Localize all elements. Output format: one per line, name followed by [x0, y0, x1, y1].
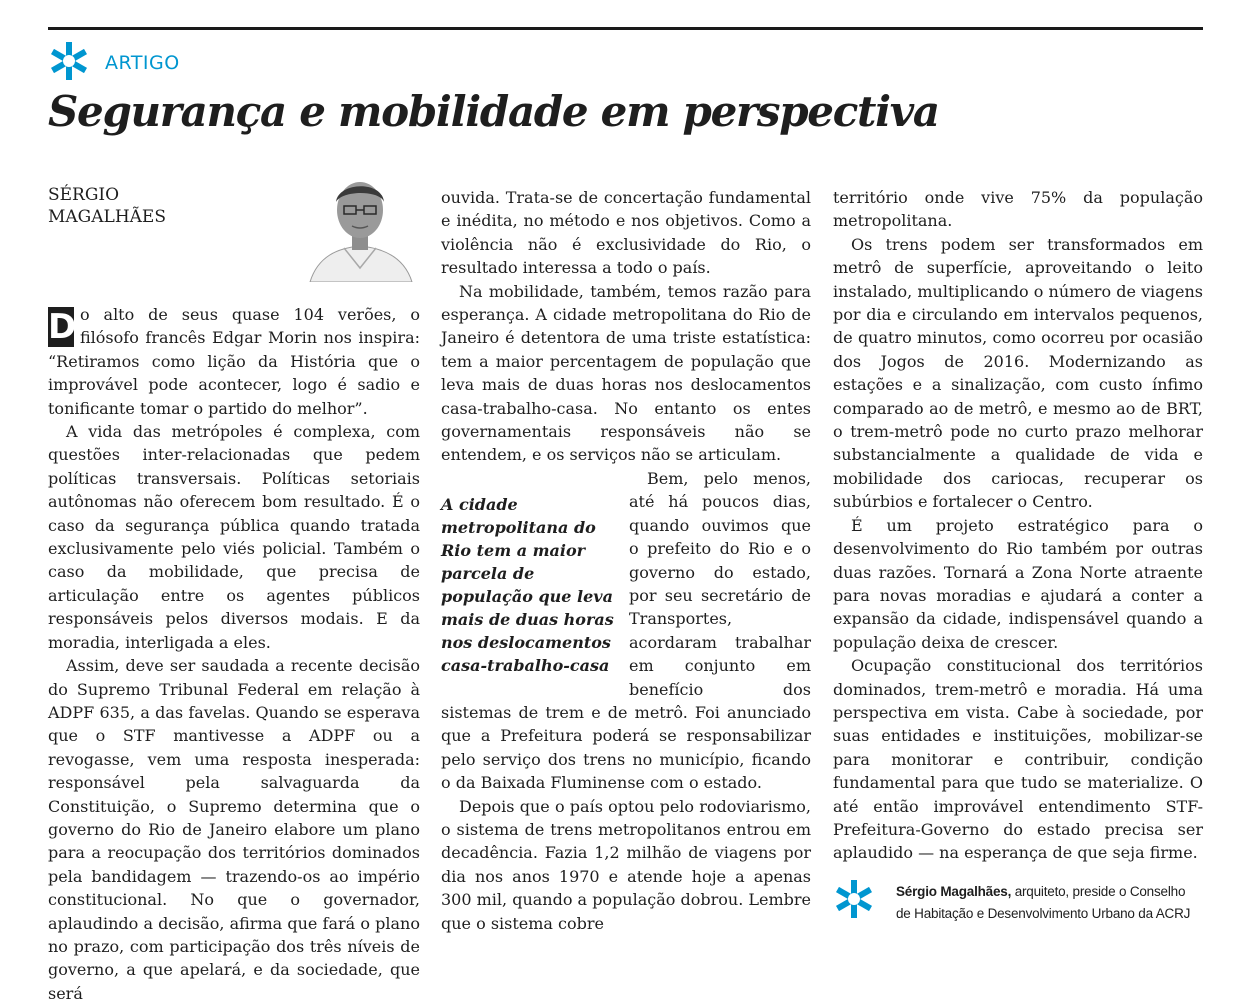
article-paragraph: D o alto de seus quase 104 verões, o filósofo francês Edgar Morin nos inspira: “Retiramos como lição da História que o improvável pode acontecer, logo é sadio e tonificante tomar o partido do melhor”.	[48, 305, 420, 418]
bio-author-name: Sérgio Magalhães,	[896, 884, 1012, 899]
author-photo	[300, 172, 422, 282]
article-paragraph: É um projeto estratégico para o desenvolvimento do Rio também por outras duas razões. Tornará a Zona Norte atraente para novas moradias e ajudará a conter a expansão da cidade, indispensável quando a população deixa de crescer.	[833, 515, 1203, 652]
author-last-name: MAGALHÃES	[48, 207, 166, 227]
byline	[48, 184, 168, 228]
article-column-2	[441, 186, 811, 935]
article-paragraph: A vida das metrópoles é complexa, com questões inter-relacionadas que pedem políticas transversais. Políticas setoriais autônomas não oferecem bom resultado. É o caso da segurança pública quando tratada exclusivamente pelo viés policial. Também o caso da mobilidade, que precisa de articulação entre os agentes públicos responsáveis pelos diversos modais. E da moradia, interligada a eles.	[48, 422, 420, 652]
top-rule	[48, 27, 1203, 30]
article-column-3	[833, 186, 1203, 865]
pull-quote: A cidade metropolitana do Rio tem a maior parcela de população que leva mais de duas horas nos deslocamentos casa-trabalho-casa	[441, 494, 614, 675]
asterisk-icon	[48, 40, 90, 82]
article-paragraph: Depois que o país optou pelo rodoviarismo, o sistema de trens metropolitanos entrou em decadência. Fazia 1,2 milhão de viagens por dia nos anos 1970 e atende hoje a apenas 300 mil, quando a população dobrou. Lembre que o sistema cobre	[441, 796, 811, 933]
drop-cap: D	[48, 307, 77, 347]
section-label: ARTIGO	[105, 52, 180, 74]
author-first-name: SÉRGIO	[48, 185, 120, 205]
article-paragraph: ouvida. Trata-se de concertação fundamental e inédita, no método e nos objetivos. Como a violência não é exclusividade do Rio, o resultado interessa a todo o país.	[441, 188, 811, 278]
page-title: Segurança e mobilidade em perspectiva	[48, 87, 939, 136]
asterisk-icon	[833, 878, 875, 920]
article-paragraph: Ocupação constitucional dos territórios dominados, trem-metrô e moradia. Há uma perspectiva em vista. Cabe à sociedade, por suas entidades e instituições, mobilizar-se para monitorar e contribuir, condição fundamental para que tudo se materialize. O até então improvável entendimento STF-Prefeitura-Governo do estado precisa ser aplaudido — na esperança de que seja firme.	[833, 656, 1203, 863]
article-paragraph: território onde vive 75% da população metropolitana.	[833, 188, 1203, 231]
article-paragraph: Os trens podem ser transformados em metrô de superfície, aproveitando o leito instalado, multiplicando o número de viagens por dia e circulando em intervalos pequenos, de quatro minutos, como ocorreu por ocasião dos Jogos de 2016. Modernizando as estações e a sinalização, com custo ínfimo comparado ao de metrô, e mesmo ao de BRT, o trem-metrô pode no curto prazo melhorar substancialmente a qualidade de vida e mobilidade dos cariocas, recuperar os subúrbios e fortalecer o Centro.	[833, 234, 1203, 512]
article-paragraph: Bem, pelo menos, até há poucos dias, quando ouvimos que o prefeito do Rio e o governo do estado, por seu secretário de Transportes, acordaram trabalhar em conjunto em benefício dos sistemas de trem e de metrô. Foi anunciado que a Prefeitura poderá se responsabilizar pelo serviço dos trens no município, ficando o da Baixada Fluminense com o estado.	[441, 468, 811, 793]
article-paragraph: Assim, deve ser saudada a recente decisão do Supremo Tribunal Federal em relação à ADPF 635, a das favelas. Quando se esperava que o STF mantivesse a ADPF ou a revogasse, vem uma resposta inesperada: responsável pela salvaguarda da Constituição, o Supremo determina que o governo do Rio de Janeiro elabore um plano para a reocupação dos territórios dominados pela bandidagem — trazendo-os ao império constitucional. No que o governador, aplaudindo a decisão, afirma que fará o plano no prazo, com participação dos três níveis de governo, a que apelará, e da sociedade, que será	[48, 656, 420, 1003]
author-bio-text: Sérgio Magalhães, arquiteto, preside o Conselho de Habitação e Desenvolvimento Urbano da ACRJ	[896, 884, 1191, 921]
article-column-1	[48, 303, 420, 1005]
article-paragraph: Na mobilidade, também, temos razão para esperança. A cidade metropolitana do Rio de Janeiro é detentora de uma triste estatística: tem a maior percentagem de população que leva mais de duas horas nos deslocamentos casa-trabalho-casa. No entanto os entes governamentais responsáveis não se entendem, e os serviços não se articulam.	[441, 281, 811, 465]
